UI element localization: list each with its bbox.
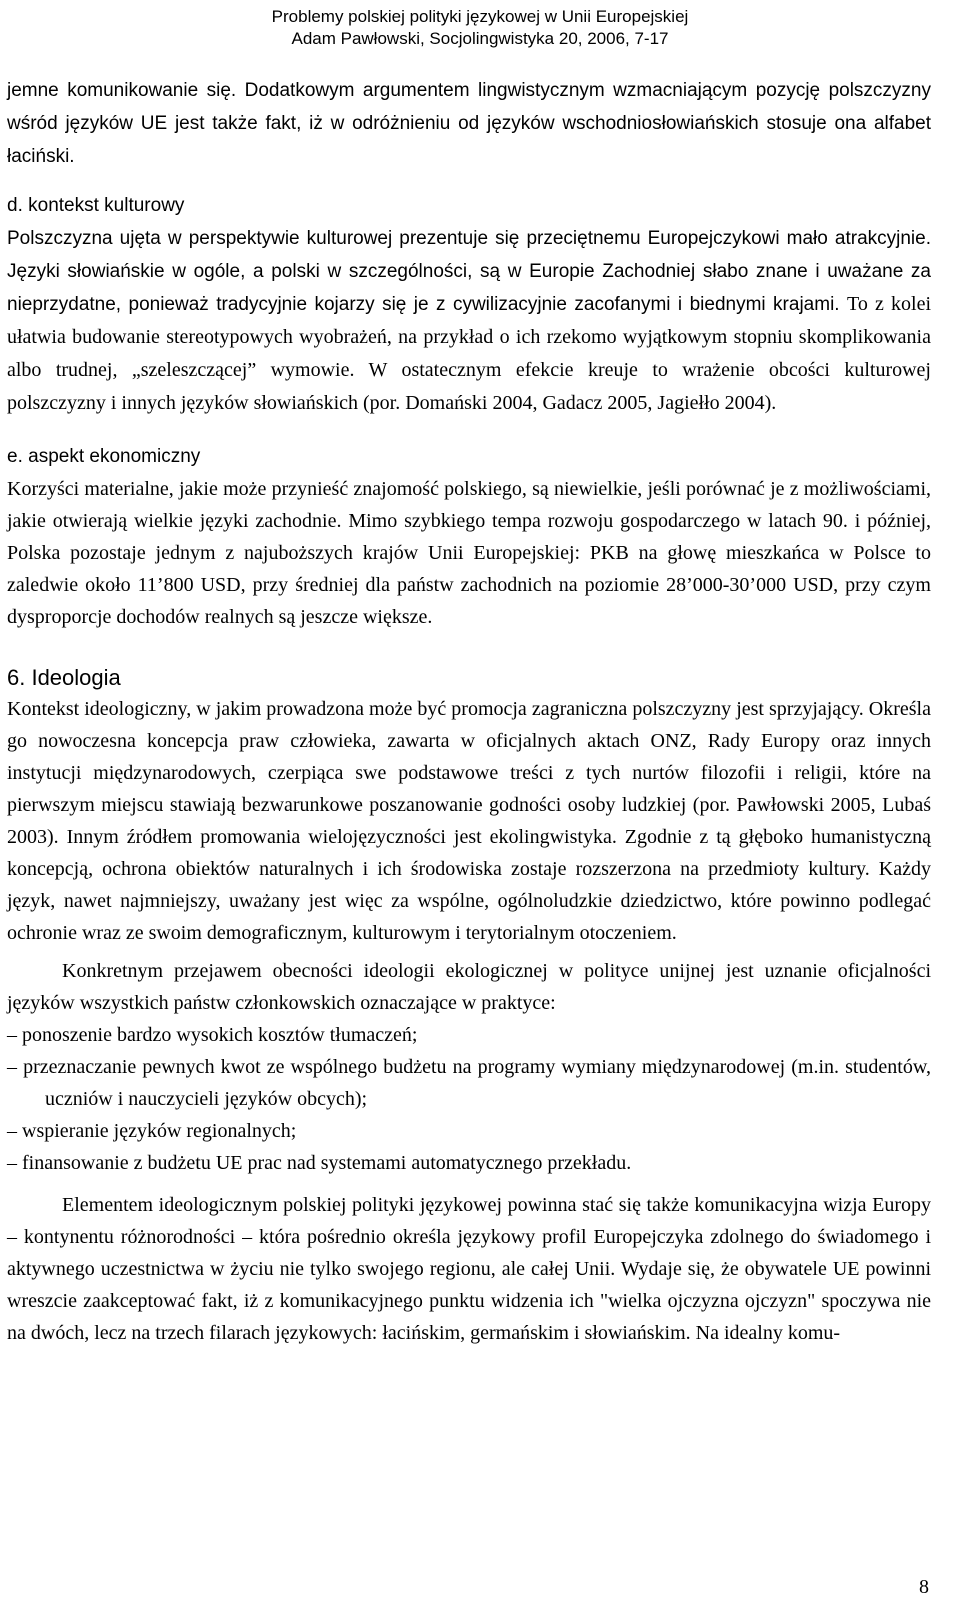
section-d-heading: d. kontekst kulturowy bbox=[7, 195, 185, 216]
intro-paragraph: jemne komunikowanie się. Dodatkowym argumentem lingwistycznym wzmacniającym pozycję polszczyzny wśród języków UE jest także fakt, iż w odróżnieniu od języków wschodniosłowiańskich stosuje ona alfabet łaciński. bbox=[7, 80, 931, 167]
eu-practices-list bbox=[7, 1019, 931, 1179]
section-6-paragraph-3: Elementem ideologicznym polskiej polityki językowej powinna stać się także komunikacyjna wizja Europy – kontynentu różnorodności – która pośrednio określa językowy profil Europejczyka zdolnego do świadomego i aktywnego uczestnictwa w życiu nie tylko swojego regionu, ale całej Unii. Wydaje się, że obywatele UE powinni wreszcie zaakceptować fakt, iż z komunikacyjnego punktu widzenia ich "wielka ojczyzna ojczyzn" spoczywa nie na dwóch, lecz na trzech filarach językowych: łacińskim, germańskim i słowiańskim. Na idealny komu- bbox=[7, 1194, 931, 1344]
section-e-paragraph: Korzyści materialne, jakie może przynieść znajomość polskiego, są niewielkie, jeśli porównać je z możliwościami, jakie otwierają wielkie języki zachodnie. Mimo szybkiego tempa rozwoju gospodarczego w latach 90. i później, Polska pozostaje jednym z najuboższych krajów Unii Europejskiej: PKB na głowę mieszkańca w Polsce to zaledwie około 11’800 USD, przy średniej dla państw zachodnich na poziomie 28’000-30’000 USD, przy czym dysproporcje dochodów realnych są jeszcze większe. bbox=[7, 478, 931, 628]
section-e-heading: e. aspekt ekonomiczny bbox=[7, 446, 201, 467]
header-citation: Adam Pawłowski, Socjolingwistyka 20, 2006, 7-17 bbox=[291, 29, 669, 48]
list-item: – wspieranie języków regionalnych; bbox=[7, 1120, 297, 1142]
list-item: – finansowanie z budżetu UE prac nad systemami automatycznego przekładu. bbox=[7, 1152, 632, 1174]
list-item: – ponoszenie bardzo wysokich kosztów tłumaczeń; bbox=[7, 1024, 418, 1046]
page-body bbox=[7, 74, 931, 1349]
section-6-paragraph-2: Konkretnym przejawem obecności ideologii ekologicznej w polityce unijnej jest uznanie oficjalności języków wszystkich państw członkowskich oznaczające w praktyce: bbox=[7, 960, 931, 1014]
page-number: 8 bbox=[919, 1576, 929, 1598]
header-title: Problemy polskiej polityki językowej w Unii Europejskiej bbox=[271, 7, 689, 26]
running-header bbox=[0, 6, 960, 50]
section-6-paragraph-1: Kontekst ideologiczny, w jakim prowadzona może być promocja zagraniczna polszczyzny jest sprzyjający. Określa go nowoczesna koncepcja praw człowieka, zawarta w oficjalnych aktach ONZ, Rady Europy oraz innych instytucji międzynarodowych, czerpiąca swe podstawowe treści z tych nurtów filozofii i religii, które na pierwszym miejscu stawiają bezwarunkowe poszanowanie godności osoby ludzkiej (por. Pawłowski 2005, Lubaś 2003). Innym źródłem promowania wielojęzyczności jest ekolingwistyka. Zgodnie z tą głęboko humanistyczną koncepcją, ochrona obiektów naturalnych i ich środowiska zostaje rozszerzona na przedmioty kultury. Każdy język, nawet najmniejszy, uważany jest więc za wspólne, ogólnoludzkie dziedzictwo, które powinno podlegać ochronie wraz ze swoim demograficznym, kulturowym i terytorialnym otoczeniem. bbox=[7, 698, 931, 944]
list-item: – przeznaczanie pewnych kwot ze wspólnego budżetu na programy wymiany międzynarodowej (m.in. studentów, uczniów i nauczycieli języków obcych); bbox=[7, 1056, 931, 1110]
section-d-paragraph bbox=[7, 222, 931, 420]
section-d-text-serif: To z kolei ułatwia budowanie stereotypowych wyobrażeń, na przykład o ich rzekomo wyjątkowym stopniu skomplikowania albo trudnej, „szeleszczącej” wymowie. W ostatecznym efekcie kreuje to wrażenie obcości kulturowej polszczyzny i innych języków słowiańskich (por. Domański 2004, Gadacz 2005, Jagiełło 2004). bbox=[7, 293, 932, 414]
section-d-text-sans: Polszczyzna ujęta w perspektywie kulturowej prezentuje się przeciętnemu Europejczykowi mało atrakcyjnie. Języki słowiańskie w ogóle, a polski w szczególności, są w Europie Zachodniej słabo znane i uważane za nieprzydatne, ponieważ tradycyjnie kojarzy się je z cywilizacyjnie zacofanymi i biednymi krajami. bbox=[7, 228, 931, 315]
section-6-heading: 6. Ideologia bbox=[7, 665, 121, 690]
